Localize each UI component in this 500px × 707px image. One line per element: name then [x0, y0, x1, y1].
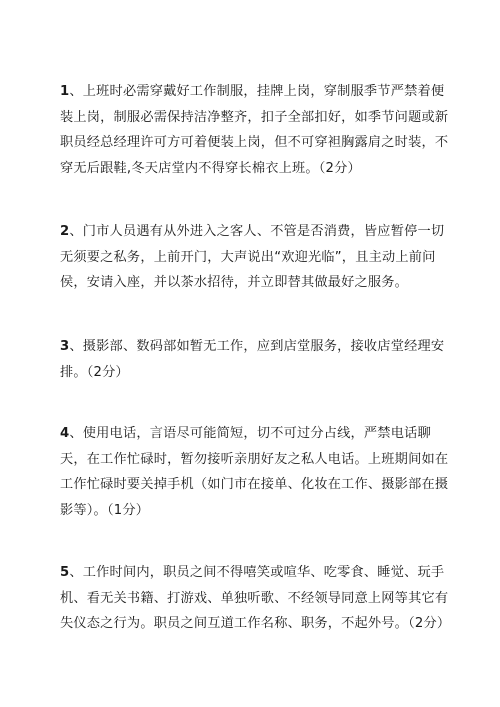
- rule-text: 、工作时间内，职员之间不得嘻笑或喧华、吃零食、睡觉、玩手机、看无关书籍、打游戏、单独听歌、不经领导同意上网等其它有失仪态之行为。职员之间互道工作名称、职务，不起外号。（2分）: [60, 565, 451, 631]
- rule-item-2: [60, 219, 450, 296]
- rule-number: 2: [60, 224, 70, 239]
- rule-text: 、上班时必需穿戴好工作制服，挂牌上岗，穿制服季节严禁着便装上岗，制服必需保持洁净整齐，扣子全部扣好，如季节问题或新职员经总经理许可方可着便装上岗，但不可穿袒胸露肩之时装，不穿无后跟鞋,冬天店堂内不得穿长棉衣上班。（2分）: [60, 84, 449, 176]
- rule-item-4: [60, 421, 450, 523]
- rule-number: 4: [60, 426, 70, 441]
- rule-text: 、门市人员遇有从外进入之客人、不管是否消费，皆应暂停一切无须要之私务，上前开门，大声说出“欢迎光临”，且主动上前问侯，安请入座，并以茶水招待，并立即替其做最好之服务。: [60, 224, 445, 290]
- rule-text: 、使用电话，言语尽可能简短，切不可过分占线，严禁电话聊天，在工作忙碌时，暂勿接听亲朋好友之私人电话。上班期间如在工作忙碌时要关掉手机（如门市在接单、化妆在工作、摄影部在摄影等）。（1分）: [60, 426, 449, 518]
- rule-number: 1: [60, 84, 70, 99]
- rule-item-5: [60, 560, 450, 637]
- rule-item-3: [60, 334, 450, 385]
- rule-number: 3: [60, 339, 70, 354]
- rule-item-1: [60, 79, 450, 181]
- rule-number: 5: [60, 565, 70, 580]
- rule-text: 、摄影部、数码部如暂无工作，应到店堂服务，接收店堂经理安排。（2分）: [60, 339, 445, 380]
